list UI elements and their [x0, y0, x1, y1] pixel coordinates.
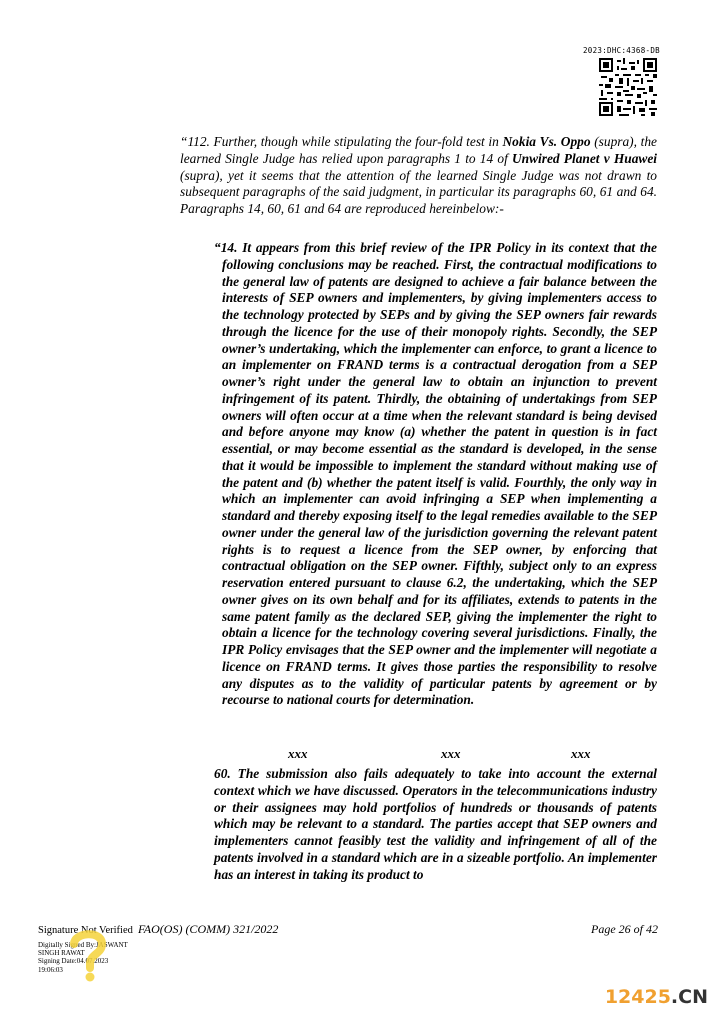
case-number: FAO(OS) (COMM) 321/2022 [138, 922, 279, 936]
digital-signature-details: Digitally Signed By:JASWANT SINGH RAWAT Signing Date:04.07.2023 19:06:03 [38, 941, 128, 974]
separator-xxx: xxx [571, 746, 591, 761]
watermark-logo: 12425.CN [604, 986, 708, 1008]
neutral-citation: 2023:DHC:4368-DB [582, 46, 660, 55]
question-mark-icon [66, 928, 110, 982]
page-number: Page 26 of 42 [591, 922, 658, 936]
quoted-paragraph-14: “14. It appears from this brief review of the IPR Policy in its context that the following conclusions may be reached. First, the contractual modifications to the general law of patents are designed to achieve a fair balance between the interests of SEP owners and implementers, by giving implementers access to the technology protected by SEPs and by giving the SEP owners fair rewards through the licence for the use of their monopoly rights. Secondly, the SEP owner’s undertaking, which the implementer can enforce, to grant a licence to an implementer on FRAND terms is a contractual derogation from a SEP owner’s right under the general law to obtain an injunction to prevent infringement of its patent. Thirdly, the obtaining of undertakings from SEP owners will often occur at a time when the relevant standard is being devised and before anyone may know (a) whether the patent in question is in fact essential, or may become essential as the standard is developed, in the sense that it would be impossible to implement the standard without making use of the patent and (b) whether the patent itself is valid. Fourthly, the only way in which an implementer can avoid infringing a SEP when implementing a standard and thereby exposing itself to the legal remedies available to the SEP owner under the general law of the jurisdiction governing the relevant patent rights is to request a licence from the SEP owner, by enforcing that contractual obligation on the SEP owner. Fifthly, subject only to an express reservation entered pursuant to clause 6.2, the undertaking, which the SEP owner gives on its own behalf and for its affiliates, extends to patents in the same patent family as the declared SEP, giving the implementer the right to obtain a licence for the technology covering several jurisdictions. Finally, the IPR Policy envisages that the SEP owner and the implementer will negotiate a licence on FRAND terms. It gives those parties the responsibility to resolve any disputes as to the validity of particular patents by agreement or by recourse to national courts for determination. [214, 240, 657, 708]
signature-status: Signature Not Verified [38, 925, 133, 936]
paragraph-112: “112. Further, though while stipulating the four-fold test in Nokia Vs. Oppo (supra), the learned Single Judge has relied upon paragraphs 1 to 14 of Unwired Planet v Huawei (supra), yet it seems that the attention of the learned Single Judge was not drawn to subsequent paragraphs of the said judgment, in particular its paragraphs 60, 61 and 64. Paragraphs 14, 60, 61 and 64 are reproduced hereinbelow:- [180, 134, 658, 216]
qr-code-icon [599, 58, 657, 116]
separator-xxx: xxx [288, 746, 308, 761]
separator-xxx: xxx [441, 746, 461, 761]
quoted-paragraph-60: 60. The submission also fails adequately to take into account the external context which we have discussed. Operators in the telecommunications industry or their assignees may hold portfolios of hundreds or thousands of patents which may be relevant to a standard. The parties accept that SEP owners and implementers cannot feasibly test the validity and infringement of all of the patents involved in a standard which are in a sizeable portfolio. An implementer has an interest in taking its product to [214, 766, 657, 882]
case-name-nokia-oppo: Nokia Vs. Oppo [502, 134, 591, 149]
case-name-unwired-planet: Unwired Planet v Huawei [512, 150, 657, 166]
